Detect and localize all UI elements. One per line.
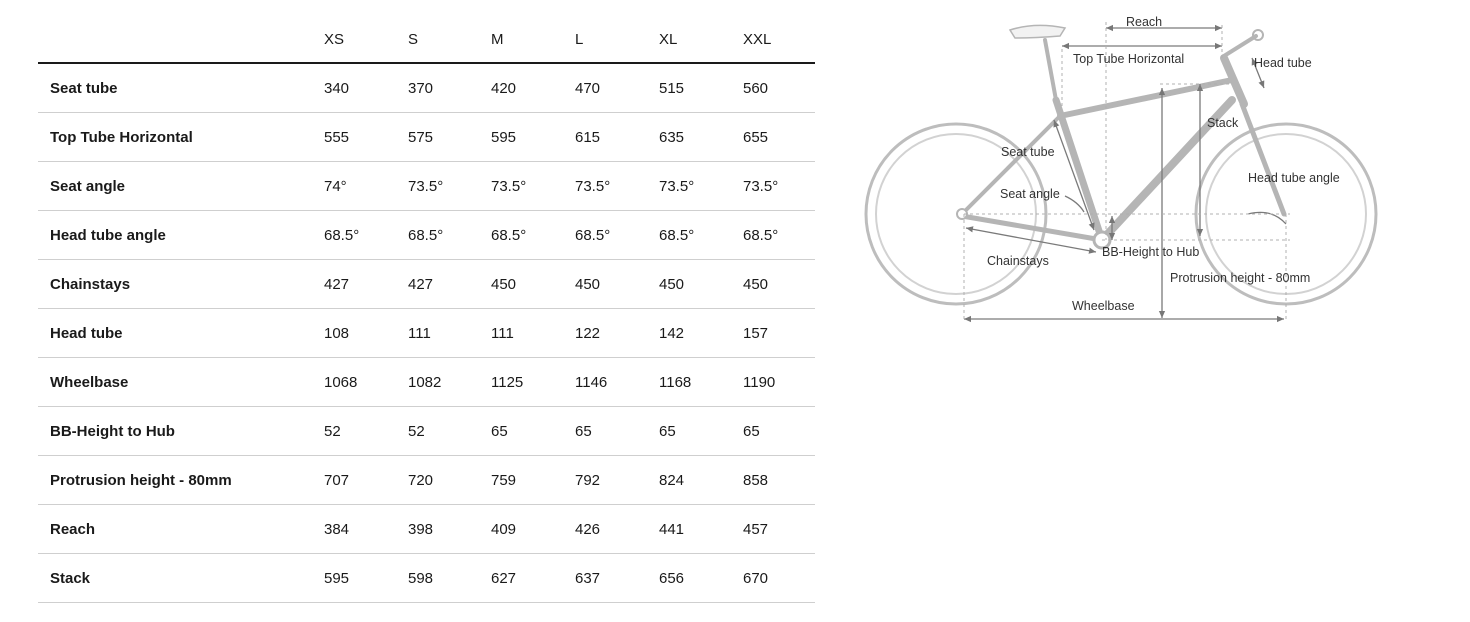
table-cell: 670 [743,569,769,587]
table-cell: 450 [491,275,517,293]
seat-tube-label: Seat tube [1001,145,1055,159]
row-label: Wheelbase [50,373,129,391]
table-cell: 68.5° [491,226,527,244]
table-row [38,211,815,260]
table-cell: 615 [575,128,601,146]
bb-height-label: BB-Height to Hub [1102,245,1200,259]
table-cell: 575 [408,128,434,146]
top-tube-horizontal-label: Top Tube Horizontal [1073,52,1185,66]
table-cell: 1125 [491,373,524,391]
table-cell: 370 [408,79,434,97]
bike-geometry-diagram [860,8,1400,328]
row-label: Head tube angle [50,226,166,244]
table-cell: 111 [491,324,514,342]
table-cell: 858 [743,471,769,489]
table-row [38,162,815,211]
table-cell: 656 [659,569,685,587]
table-cell: 73.5° [743,177,779,195]
table-cell: 655 [743,128,769,146]
table-cell: 340 [324,79,350,97]
table-row [38,554,815,603]
table-cell: 73.5° [408,177,444,195]
table-body [38,64,815,603]
row-label: Top Tube Horizontal [50,128,193,146]
table-cell: 637 [575,569,601,587]
geometry-table [38,16,815,603]
table-row [38,64,815,113]
table-cell: 409 [491,520,517,538]
table-cell: 824 [659,471,685,489]
row-label: Reach [50,520,96,538]
table-cell: 515 [659,79,685,97]
wheelbase-label: Wheelbase [1072,299,1135,313]
table-cell: 68.5° [659,226,695,244]
size-header-xl: XL [659,30,678,48]
table-cell: 398 [408,520,434,538]
chainstays-label: Chainstays [987,254,1049,268]
seat-angle-label: Seat angle [1000,187,1060,201]
table-cell: 68.5° [575,226,611,244]
reach-label: Reach [1126,15,1163,29]
table-cell: 52 [408,422,425,440]
row-label: Chainstays [50,275,131,293]
table-cell: 555 [324,128,350,146]
head-tube-angle-label: Head tube angle [1248,171,1340,185]
table-cell: 108 [324,324,350,342]
size-header-l: L [575,30,584,48]
table-cell: 68.5° [408,226,444,244]
head-tube-label: Head tube [1254,56,1312,70]
table-cell: 457 [743,520,769,538]
table-cell: 73.5° [659,177,695,195]
table-cell: 1068 [324,373,358,391]
table-row [38,113,815,162]
table-cell: 627 [491,569,517,587]
table-cell: 707 [324,471,350,489]
table-cell: 68.5° [324,226,360,244]
table-cell: 450 [659,275,685,293]
protrusion-height-label: Protrusion height - 80mm [1170,271,1311,285]
table-cell: 73.5° [491,177,527,195]
size-header-m: M [491,30,504,48]
row-label: Stack [50,569,91,587]
table-cell: 420 [491,79,517,97]
table-cell: 157 [743,324,769,342]
table-row [38,456,815,505]
table-cell: 1146 [575,373,608,391]
table-cell: 759 [491,471,517,489]
table-cell: 111 [408,324,431,342]
table-cell: 598 [408,569,434,587]
table-header-row [38,16,815,64]
table-cell: 792 [575,471,601,489]
row-label: Seat angle [50,177,126,195]
table-cell: 450 [743,275,769,293]
table-cell: 74° [324,177,347,195]
stack-label: Stack [1207,116,1239,130]
table-cell: 65 [575,422,592,440]
table-row [38,407,815,456]
size-header-xs: XS [324,30,345,48]
table-cell: 142 [659,324,685,342]
table-cell: 441 [659,520,685,538]
row-label: Head tube [50,324,123,342]
table-row [38,260,815,309]
table-cell: 427 [408,275,434,293]
table-row [38,309,815,358]
table-row [38,505,815,554]
table-row [38,358,815,407]
table-cell: 52 [324,422,341,440]
row-label: BB-Height to Hub [50,422,175,440]
table-cell: 65 [491,422,508,440]
table-cell: 426 [575,520,601,538]
table-cell: 470 [575,79,601,97]
table-cell: 65 [743,422,760,440]
table-cell: 384 [324,520,350,538]
table-cell: 560 [743,79,769,97]
size-header-xxl: XXL [743,30,772,48]
table-cell: 73.5° [575,177,611,195]
table-cell: 595 [324,569,350,587]
table-cell: 68.5° [743,226,779,244]
table-cell: 1190 [743,373,776,391]
table-cell: 1168 [659,373,692,391]
table-cell: 122 [575,324,601,342]
row-label: Protrusion height - 80mm [50,471,232,489]
table-cell: 720 [408,471,434,489]
row-label: Seat tube [50,79,118,97]
size-header-s: S [408,30,419,48]
table-cell: 635 [659,128,685,146]
table-cell: 427 [324,275,350,293]
table-cell: 1082 [408,373,442,391]
table-cell: 65 [659,422,676,440]
table-cell: 450 [575,275,601,293]
table-cell: 595 [491,128,517,146]
